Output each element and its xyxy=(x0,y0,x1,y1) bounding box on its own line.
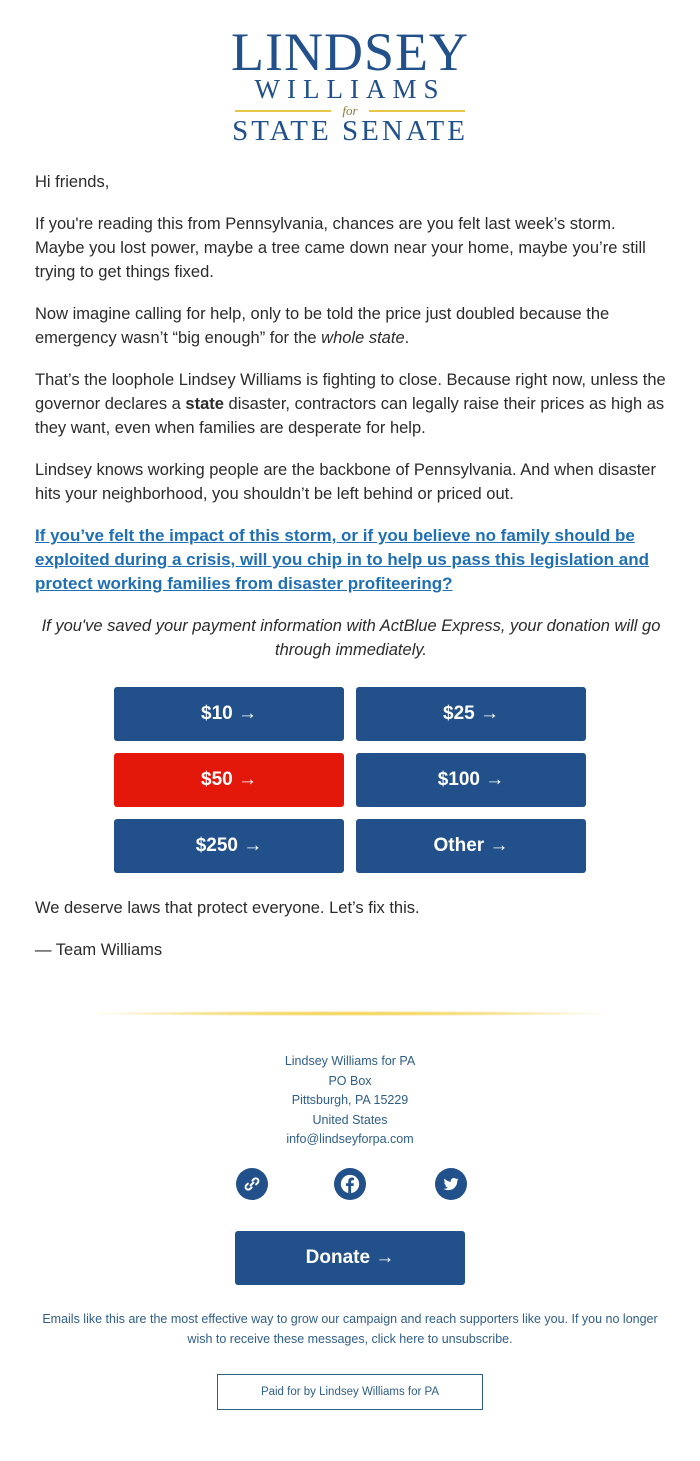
paragraph-price-doubled xyxy=(35,302,667,350)
donate-cta-link[interactable]: If you’ve felt the impact of this storm, or if you believe no family should be exploited during a crisis, will you chip in to help us pass this legislation and protect working families from disaster profiteering? xyxy=(35,526,649,593)
paragraph-loophole-text: That’s the loophole Lindsey Williams is fighting to close. Because right now, unless the governor declares a xyxy=(35,371,666,413)
address-city: Pittsburgh, PA 15229 xyxy=(291,1093,409,1107)
paragraph-loophole xyxy=(35,368,667,440)
bold-state: state xyxy=(185,395,224,413)
paragraph-backbone: Lindsey knows working people are the backbone of Pennsylvania. And when disaster hits your neighborhood, you shouldn’t be left behind or priced out. xyxy=(35,461,656,503)
donate-10-button[interactable]: $10 → xyxy=(114,687,344,741)
paragraph-price-doubled-end: . xyxy=(404,329,410,347)
closing-section xyxy=(35,896,667,980)
greeting: Hi friends, xyxy=(35,173,110,191)
link-icon[interactable] xyxy=(236,1168,268,1200)
donate-250-button[interactable]: $250 → xyxy=(114,819,344,873)
donate-25-button[interactable]: $25 → xyxy=(356,687,586,741)
actblue-note: If you've saved your payment information with ActBlue Express, your donation will go through immediately. xyxy=(41,617,661,659)
footer-address xyxy=(0,1052,700,1150)
donate-50-button[interactable]: $50 → xyxy=(114,753,344,807)
emphasis-whole-state: whole state xyxy=(321,329,405,347)
closing-line: We deserve laws that protect everyone. Let’s fix this. xyxy=(35,899,420,917)
gold-divider xyxy=(90,1011,610,1016)
address-po-box: PO Box xyxy=(328,1073,372,1088)
donate-other-button[interactable]: Other → xyxy=(356,819,586,873)
logo-rule-right xyxy=(369,110,465,112)
email-body xyxy=(35,170,667,676)
address-org: Lindsey Williams for PA xyxy=(284,1054,416,1068)
logo-office: STATE SENATE xyxy=(232,115,468,147)
address-email[interactable]: info@lindseyforpa.com xyxy=(286,1132,414,1146)
donate-100-button[interactable]: $100 → xyxy=(356,753,586,807)
logo-first-name: LINDSEY xyxy=(231,22,469,82)
paid-for-disclaimer: Paid for by Lindsey Williams for PA xyxy=(217,1374,483,1410)
paragraph-storm: If you're reading this from Pennsylvania, chances are you felt last week’s storm. Maybe you lost power, maybe a tree came down near your home, maybe you’re still trying to get things fixed. xyxy=(35,215,646,281)
logo-for-row xyxy=(235,102,465,118)
logo-for: for xyxy=(342,103,358,118)
address-country: United States xyxy=(312,1112,388,1127)
twitter-icon[interactable] xyxy=(435,1168,467,1200)
logo-last-name: WILLIAMS xyxy=(254,74,446,104)
paragraph-price-doubled-text: Now imagine calling for help, only to be told the price just doubled because the emergency wasn’t “big enough” for the xyxy=(35,305,610,347)
footer-donate-button[interactable]: Donate → xyxy=(235,1231,465,1285)
logo-rule-left xyxy=(235,110,331,112)
facebook-icon[interactable] xyxy=(334,1168,366,1200)
unsubscribe-notice[interactable]: Emails like this are the most effective way to grow our campaign and reach supporters like you. If you no longer wish to receive these messages, click here to unsubscribe. xyxy=(42,1312,658,1346)
paragraph-loophole-end: disaster, contractors can legally raise their prices as high as they want, even when families are desperate for help. xyxy=(35,395,665,437)
social-links xyxy=(0,1168,700,1202)
signoff: — Team Williams xyxy=(35,941,163,959)
campaign-logo xyxy=(0,22,700,147)
